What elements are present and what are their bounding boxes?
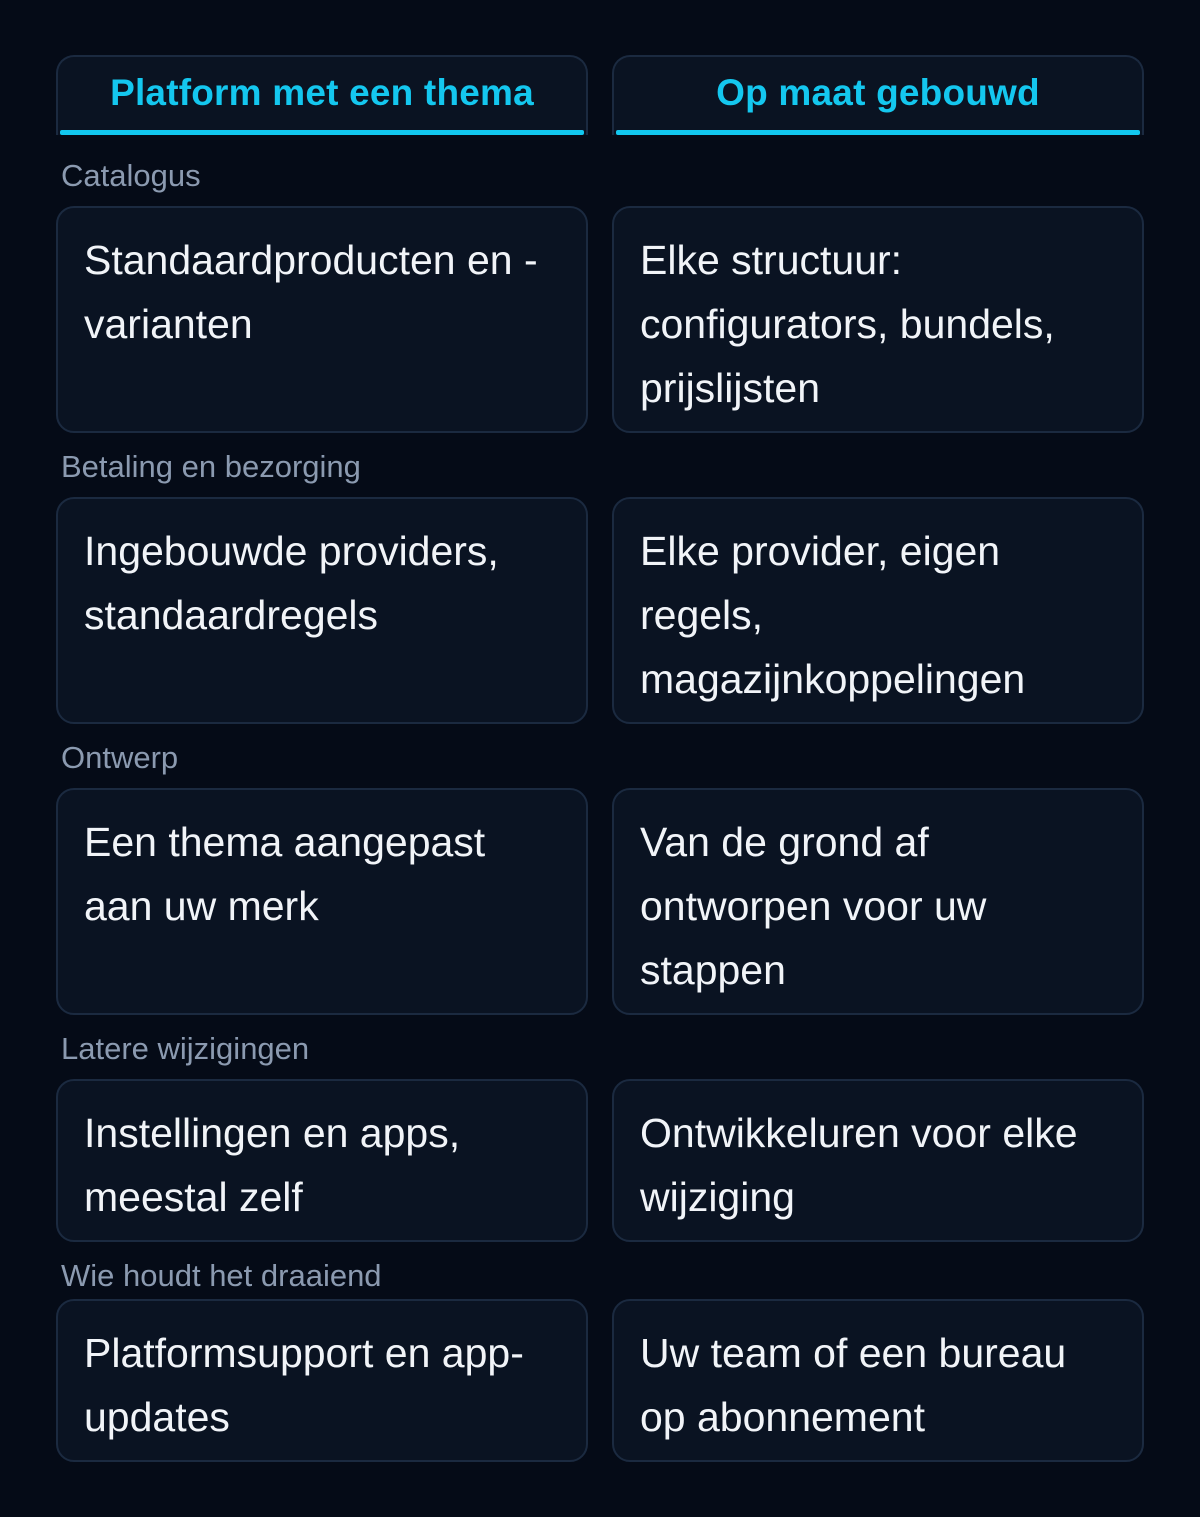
row-label-payment-shipping: Betaling en bezorging <box>61 449 361 484</box>
cell-design-custom: Van de grond af ontworpen voor uw stappen <box>612 788 1144 1015</box>
column-header-label: Op maat gebouwd <box>716 72 1040 113</box>
row-label-catalog: Catalogus <box>61 158 201 193</box>
row-label-maintenance: Wie houdt het draaiend <box>61 1258 382 1293</box>
cell-catalog-themed: Standaardproducten en -varianten <box>56 206 588 433</box>
row-label-design: Ontwerp <box>61 740 179 775</box>
cell-changes-themed: Instellingen en apps, meestal zelf <box>56 1079 588 1242</box>
cell-catalog-custom: Elke structuur: configurators, bundels, prijslijsten <box>612 206 1144 433</box>
row-label-later-changes: Latere wijzigingen <box>61 1031 310 1066</box>
column-header-label: Platform met een thema <box>110 72 534 113</box>
cell-changes-custom: Ontwikkeluren voor elke wijziging <box>612 1079 1144 1242</box>
cell-payment-custom: Elke provider, eigen regels, magazijnkoppelingen <box>612 497 1144 724</box>
cell-payment-themed: Ingebouwde providers, standaardregels <box>56 497 588 724</box>
cell-maintenance-custom: Uw team of een bureau op abonnement <box>612 1299 1144 1462</box>
cell-maintenance-themed: Platformsupport en app-updates <box>56 1299 588 1462</box>
column-header-themed-platform <box>56 55 588 135</box>
column-header-custom-built <box>612 55 1144 135</box>
cell-design-themed: Een thema aangepast aan uw merk <box>56 788 588 1015</box>
